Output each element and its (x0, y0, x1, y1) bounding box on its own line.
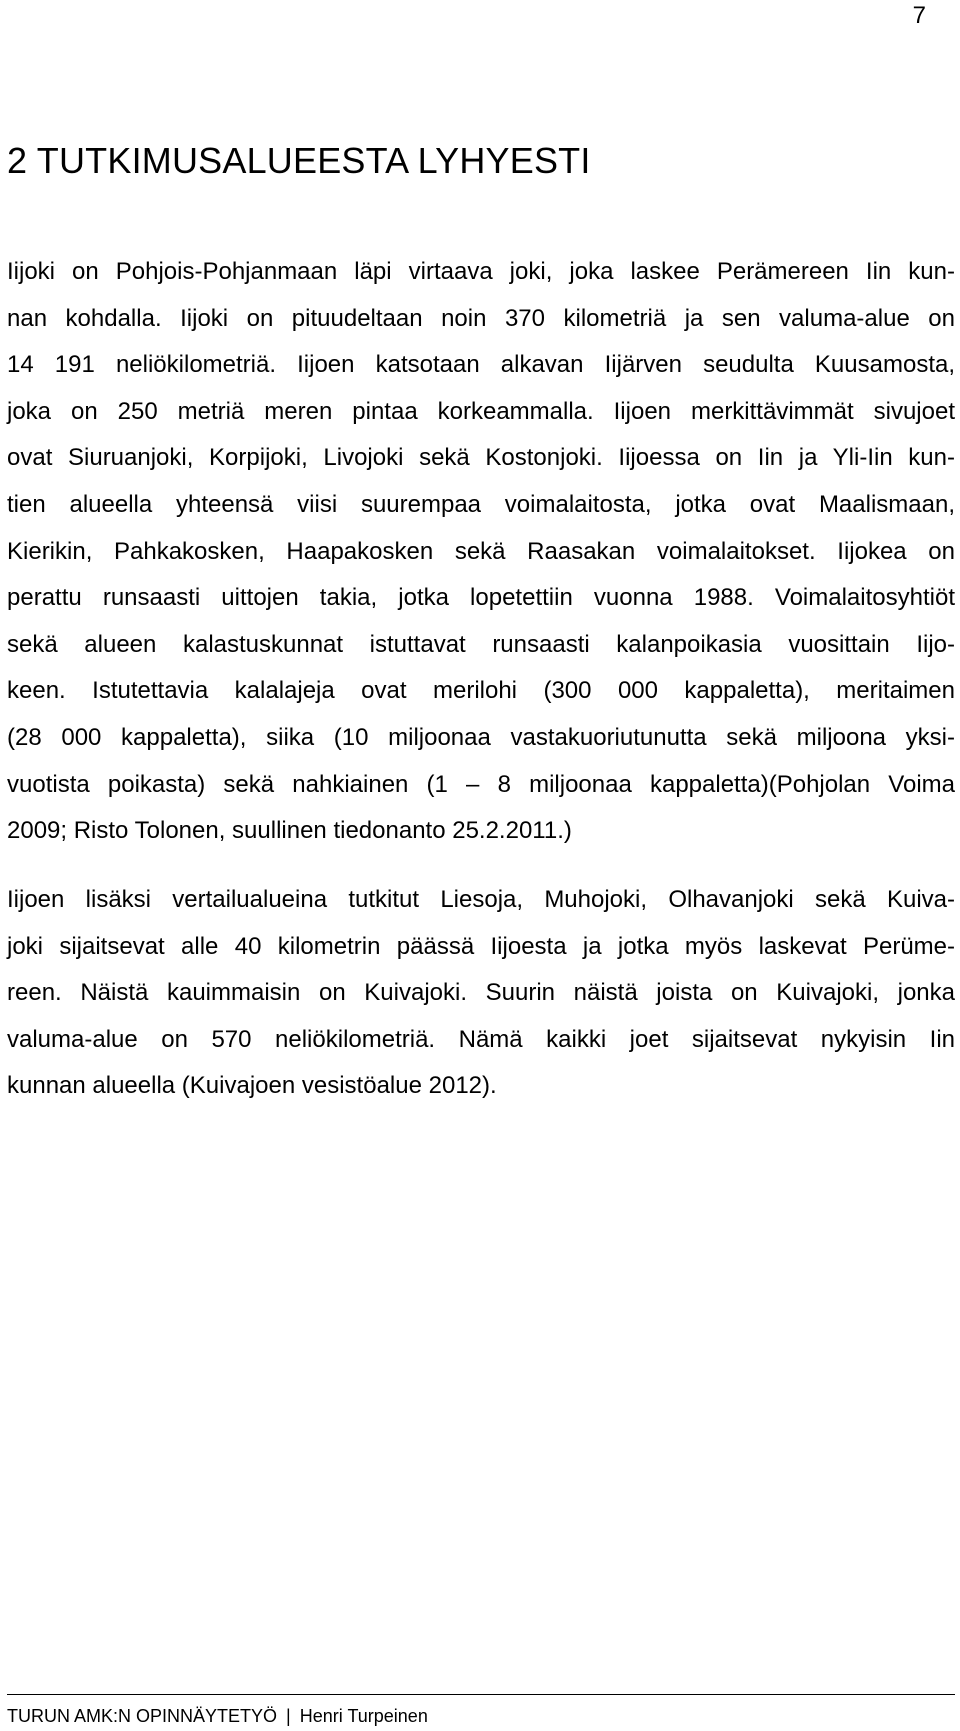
page-footer (7, 1694, 955, 1727)
paragraph-line: joka on 250 metriä meren pintaa korkeammalla. Iijoen merkittävimmät sivujoet (7, 397, 955, 425)
paragraph-line: vuotista poikasta) sekä nahkiainen (1 – 8 miljoonaa kappaletta)(Pohjolan Voima (7, 770, 955, 798)
paragraph-comparison-areas (7, 877, 955, 1110)
footer-institution: TURUN AMK:N OPINNÄYTETYÖ (7, 1706, 278, 1726)
page-number: 7 (912, 2, 926, 29)
paragraph-line: 14 191 neliökilometriä. Iijoen katsotaan alkavan Iijärven seudulta Kuusamosta, (7, 351, 955, 379)
paragraph-line: tien alueella yhteensä viisi suurempaa voimalaitosta, jotka ovat Maalismaan, (7, 490, 955, 518)
paragraph-line: valuma-alue on 570 neliökilometriä. Nämä kaikki joet sijaitsevat nykyisin Iin (7, 1025, 955, 1053)
paragraph-line: reen. Näistä kauimmaisin on Kuivajoki. Suurin näistä joista on Kuivajoki, jonka (7, 979, 955, 1007)
paragraph-line: joki sijaitsevat alle 40 kilometrin päässä Iijoesta ja jotka myös laskevat Perüme- (7, 932, 955, 960)
paragraph-line: perattu runsaasti uittojen takia, jotka lopetettiin vuonna 1988. Voimalaitosyhtiöt (7, 584, 955, 612)
paragraph-line: ovat Siuruanjoki, Korpijoki, Livojoki sekä Kostonjoki. Iijoessa on Iin ja Yli-Iin kun- (7, 444, 955, 472)
paragraph-iijoki (7, 249, 955, 855)
paragraph-line: 2009; Risto Tolonen, suullinen tiedonanto 25.2.2011.) (7, 817, 572, 845)
section-heading: 2 TUTKIMUSALUEESTA LYHYESTI (7, 140, 591, 181)
footer-separator: | (286, 1706, 291, 1726)
footer-author: Henri Turpeinen (299, 1706, 428, 1726)
paragraph-line: Iijoen lisäksi vertailualueina tutkitut Liesoja, Muhojoki, Olhavanjoki sekä Kuiva- (7, 886, 955, 913)
paragraph-line: sekä alueen kalastuskunnat istuttavat runsaasti kalanpoikasia vuosittain Iijo- (7, 630, 955, 658)
paragraph-line: nan kohdalla. Iijoki on pituudeltaan noin 370 kilometriä ja sen valuma-alue on (7, 304, 955, 332)
paragraph-line: (28 000 kappaletta), siika (10 miljoonaa vastakuoriutunutta sekä miljoona yksi- (7, 723, 955, 751)
paragraph-line: kunnan alueella (Kuivajoen vesistöalue 2012). (7, 1072, 497, 1100)
paragraph-line: Kierikin, Pahkakosken, Haapakosken sekä Raasakan voimalaitokset. Iijokea on (7, 537, 955, 565)
paragraph-line: Iijoki on Pohjois-Pohjanmaan läpi virtaava joki, joka laskee Perämereen Iin kun- (7, 258, 955, 285)
paragraph-line: keen. Istutettavia kalalajeja ovat merilohi (300 000 kappaletta), meritaimen (7, 677, 955, 705)
